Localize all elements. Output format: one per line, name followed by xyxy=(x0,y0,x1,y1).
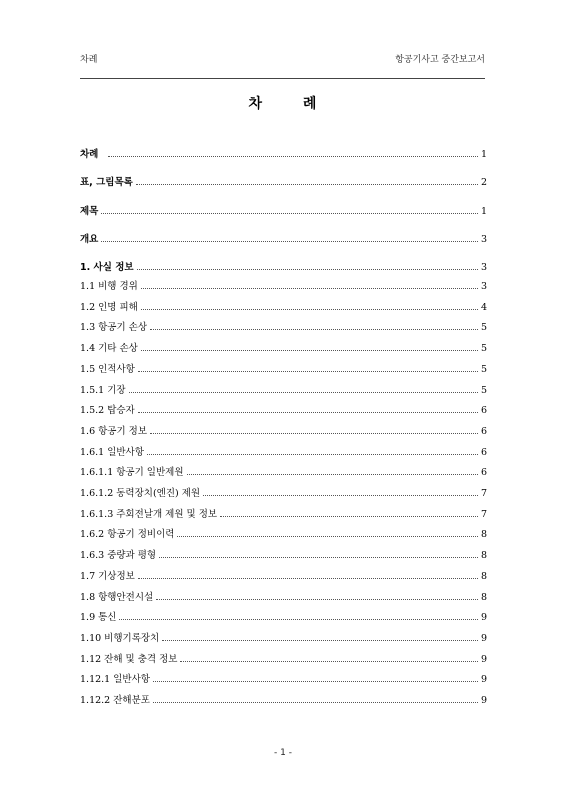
toc-entry[interactable] xyxy=(80,361,487,375)
toc-entry-page-number: 7 xyxy=(480,488,487,499)
toc-dot-leader xyxy=(141,350,478,351)
toc-entry-page-number: 8 xyxy=(480,529,487,541)
toc-entry-label: 1.9 통신 xyxy=(80,612,117,624)
toc-entry-label: 1. 사실 정보 xyxy=(80,262,134,273)
header-document-name: 항공기사고 중간보고서 xyxy=(395,55,485,65)
toc-dot-leader xyxy=(137,269,478,270)
toc-entry-label: 차례 xyxy=(80,149,99,160)
toc-entry-label: 1.1 비행 경위 xyxy=(80,281,138,292)
toc-entry-label: 1.6.1 일반사항 xyxy=(80,446,144,458)
toc-entry-page-number: 3 xyxy=(480,281,487,292)
toc-dot-leader xyxy=(187,474,478,475)
toc-entry-page-number: 8 xyxy=(480,591,487,603)
toc-dot-leader xyxy=(153,702,478,703)
toc-entry-page-number: 9 xyxy=(480,632,487,644)
toc-entry-page-number: 8 xyxy=(480,570,487,582)
page-title: 차 례 xyxy=(248,96,335,112)
toc-entry-label: 표, 그림목록 xyxy=(80,177,133,188)
toc-entry-page-number: 9 xyxy=(480,612,487,624)
toc-entry-page-number: 4 xyxy=(480,301,487,313)
toc-dot-leader xyxy=(141,309,478,310)
header-divider xyxy=(80,78,485,79)
toc-dot-leader xyxy=(150,433,478,434)
toc-entry-page-number: 5 xyxy=(480,384,487,396)
toc-entry[interactable] xyxy=(80,589,487,603)
toc-dot-leader xyxy=(159,557,478,558)
toc-dot-leader xyxy=(220,516,478,517)
page-number: - 1 - xyxy=(274,748,292,758)
toc-entry[interactable] xyxy=(80,146,487,160)
toc-entry[interactable] xyxy=(80,464,487,478)
toc-entry[interactable] xyxy=(80,547,487,561)
toc-entry-label: 개요 xyxy=(80,234,99,245)
toc-dot-leader xyxy=(138,371,478,372)
toc-entry[interactable] xyxy=(80,340,487,354)
toc-entry-page-number: 6 xyxy=(480,405,487,417)
toc-entry-label: 1.6.2 항공기 정비이력 xyxy=(80,529,175,541)
toc-entry-label: 1.6.3 중량과 평형 xyxy=(80,550,157,562)
toc-dot-leader xyxy=(129,392,478,393)
toc-entry[interactable] xyxy=(80,444,487,458)
header-section-name: 차례 xyxy=(80,55,98,65)
toc-entry-label: 1.12.2 잔해분포 xyxy=(80,695,150,706)
toc-entry-label: 1.4 기타 손상 xyxy=(80,343,138,355)
toc-dot-leader xyxy=(162,640,478,641)
toc-entry-label: 1.12.1 일반사항 xyxy=(80,674,150,686)
toc-entry-label: 1.5 인적사항 xyxy=(80,363,135,375)
toc-entry[interactable] xyxy=(80,630,487,644)
toc-entry[interactable] xyxy=(80,299,487,313)
toc-dot-leader xyxy=(108,156,478,157)
toc-entry[interactable] xyxy=(80,402,487,416)
toc-entry-page-number: 1 xyxy=(480,149,487,160)
toc-entry-page-number: 5 xyxy=(480,343,487,355)
toc-entry-page-number: 3 xyxy=(480,262,487,273)
toc-entry-label: 1.10 비행기록장치 xyxy=(80,632,160,644)
page-header xyxy=(80,52,485,66)
toc-dot-leader xyxy=(153,681,478,682)
toc-entry-label: 1.8 항행안전시설 xyxy=(80,591,154,603)
toc-entry-page-number: 6 xyxy=(480,467,487,479)
toc-entry-page-number: 8 xyxy=(480,550,487,562)
toc-entry[interactable] xyxy=(80,174,487,188)
toc-entry-page-number: 5 xyxy=(480,322,487,334)
toc-entry[interactable] xyxy=(80,203,487,217)
toc-entry[interactable] xyxy=(80,651,487,665)
toc-entry-page-number: 9 xyxy=(480,653,487,665)
toc-entry-label: 1.2 인명 피해 xyxy=(80,301,138,313)
toc-entry[interactable] xyxy=(80,692,487,706)
toc-entry-page-number: 7 xyxy=(480,508,487,520)
toc-dot-leader xyxy=(147,454,478,455)
toc-entry-label: 1.7 기상정보 xyxy=(80,570,135,582)
toc-entry-label: 1.6.1.2 동력장치(엔진) 제원 xyxy=(80,488,201,499)
toc-dot-leader xyxy=(119,619,477,620)
toc-entry-page-number: 2 xyxy=(480,177,487,188)
toc-entry-label: 1.6 항공기 정보 xyxy=(80,425,148,437)
toc-entry-page-number: 3 xyxy=(480,234,487,245)
toc-entry[interactable] xyxy=(80,568,487,582)
toc-entry-page-number: 5 xyxy=(480,363,487,375)
toc-entry-label: 1.6.1.1 항공기 일반제원 xyxy=(80,467,184,479)
toc-entry-page-number: 6 xyxy=(480,425,487,437)
toc-dot-leader xyxy=(150,329,478,330)
toc-entry[interactable] xyxy=(80,231,487,245)
toc-dot-leader xyxy=(101,213,478,214)
toc-entry-page-number: 9 xyxy=(480,674,487,686)
toc-dot-leader xyxy=(141,288,478,289)
toc-dot-leader xyxy=(177,536,478,537)
toc-entry-label: 1.5.2 탑승자 xyxy=(80,405,135,417)
toc-entry[interactable] xyxy=(80,319,487,333)
toc-entry-page-number: 6 xyxy=(480,446,487,458)
toc-entry[interactable] xyxy=(80,526,487,540)
toc-entry-label: 1.3 항공기 손상 xyxy=(80,322,148,334)
toc-dot-leader xyxy=(138,578,478,579)
toc-entry-label: 1.5.1 기장 xyxy=(80,384,126,396)
toc-entry[interactable] xyxy=(80,423,487,437)
toc-entry-page-number: 1 xyxy=(480,206,487,217)
toc-entry[interactable] xyxy=(80,278,487,292)
toc-dot-leader xyxy=(180,661,477,662)
toc-entry[interactable] xyxy=(80,382,487,396)
toc-entry[interactable] xyxy=(80,506,487,520)
toc-dot-leader xyxy=(156,599,478,600)
toc-entry[interactable] xyxy=(80,671,487,685)
toc-dot-leader xyxy=(101,241,478,242)
toc-entry[interactable] xyxy=(80,485,487,499)
toc-entry-page-number: 9 xyxy=(480,695,487,706)
toc-dot-leader xyxy=(136,184,478,185)
toc-entry[interactable] xyxy=(80,259,487,273)
toc-entry-label: 1.6.1.3 주회전날개 제원 및 정보 xyxy=(80,508,218,520)
toc-entry-label: 1.12 잔해 및 충격 정보 xyxy=(80,653,178,665)
toc-entry[interactable] xyxy=(80,609,487,623)
toc-dot-leader xyxy=(203,495,478,496)
toc-dot-leader xyxy=(138,412,478,413)
toc-entry-label: 제목 xyxy=(80,206,99,217)
